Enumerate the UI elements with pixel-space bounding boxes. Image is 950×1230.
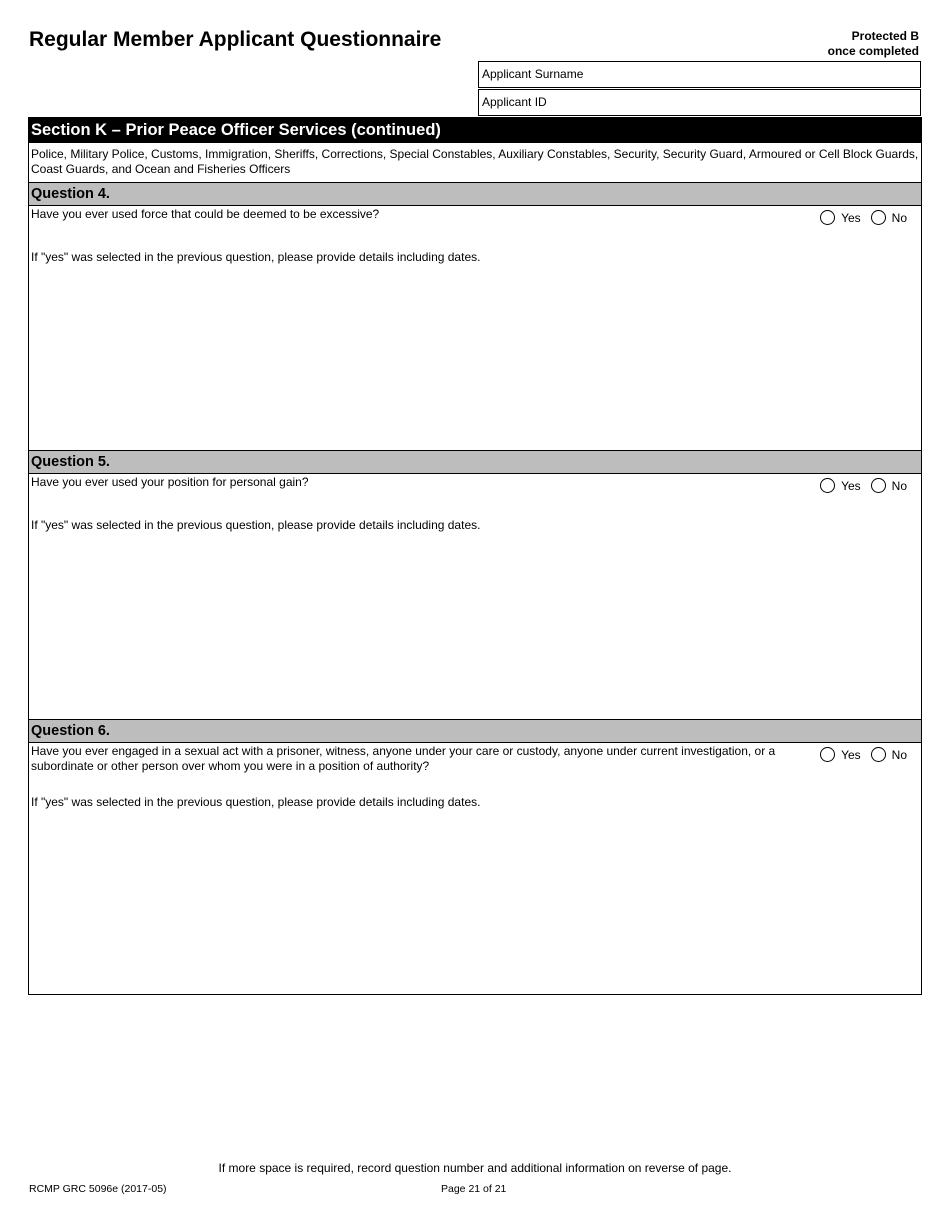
no-label: No [891, 210, 907, 225]
question-5-heading: Question 5. [29, 451, 921, 474]
applicant-id-field[interactable] [478, 89, 921, 116]
question-4-options [810, 210, 907, 225]
no-label: No [891, 478, 907, 493]
question-5-yes-radio[interactable] [820, 478, 861, 493]
question-6-heading: Question 6. [29, 720, 921, 743]
question-4-text: Have you ever used force that could be deemed to be excessive? [31, 207, 380, 221]
question-5-text: Have you ever used your position for personal gain? [31, 475, 309, 489]
yes-label: Yes [841, 478, 861, 493]
section-intro: Police, Military Police, Customs, Immigration, Sheriffs, Corrections, Special Constables, Auxiliary Constables, Security, Security Guard, Armoured or Cell Block Guards, Coast Guards, and Ocean and Fisheries Officers [29, 143, 921, 183]
question-4-block [29, 206, 921, 451]
question-6-text: Have you ever engaged in a sexual act with a prisoner, witness, anyone under your care or custody, anyone under current investigation, or a subordinate or other person over whom you were in a position of authority? [31, 744, 776, 773]
question-6-options [810, 747, 907, 762]
question-5-no-radio[interactable] [871, 478, 907, 493]
question-4-heading: Question 4. [29, 183, 921, 206]
question-5-block [29, 474, 921, 720]
page-title: Regular Member Applicant Questionnaire [29, 28, 442, 51]
applicant-id-label: Applicant ID [482, 95, 547, 109]
page-number: Page 21 of 21 [441, 1183, 507, 1195]
yes-label: Yes [841, 210, 861, 225]
question-6-details-prompt: If "yes" was selected in the previous question, please provide details including dates. [31, 795, 481, 809]
applicant-surname-field[interactable] [478, 61, 921, 88]
question-5-details-prompt: If "yes" was selected in the previous question, please provide details including dates. [31, 518, 481, 532]
security-classification [828, 29, 919, 59]
section-title: Section K – Prior Peace Officer Services (continued) [29, 118, 921, 143]
radio-circle-icon[interactable] [820, 210, 835, 225]
protected-line-2: once completed [827, 44, 919, 58]
radio-circle-icon[interactable] [871, 478, 886, 493]
protected-line-1: Protected B [851, 29, 919, 43]
question-6-yes-radio[interactable] [820, 747, 861, 762]
radio-circle-icon[interactable] [820, 747, 835, 762]
applicant-surname-label: Applicant Surname [482, 67, 584, 81]
question-6-block [29, 743, 921, 995]
yes-label: Yes [841, 747, 861, 762]
questionnaire-form [28, 117, 922, 995]
radio-circle-icon[interactable] [871, 210, 886, 225]
radio-circle-icon[interactable] [820, 478, 835, 493]
question-4-no-radio[interactable] [871, 210, 907, 225]
question-6-no-radio[interactable] [871, 747, 907, 762]
question-4-yes-radio[interactable] [820, 210, 861, 225]
form-number: RCMP GRC 5096e (2017-05) [29, 1183, 167, 1195]
radio-circle-icon[interactable] [871, 747, 886, 762]
no-label: No [891, 747, 907, 762]
footer-note: If more space is required, record question number and additional information on reverse of page. [218, 1161, 732, 1175]
question-5-options [810, 478, 907, 493]
question-4-details-prompt: If "yes" was selected in the previous question, please provide details including dates. [31, 250, 481, 264]
